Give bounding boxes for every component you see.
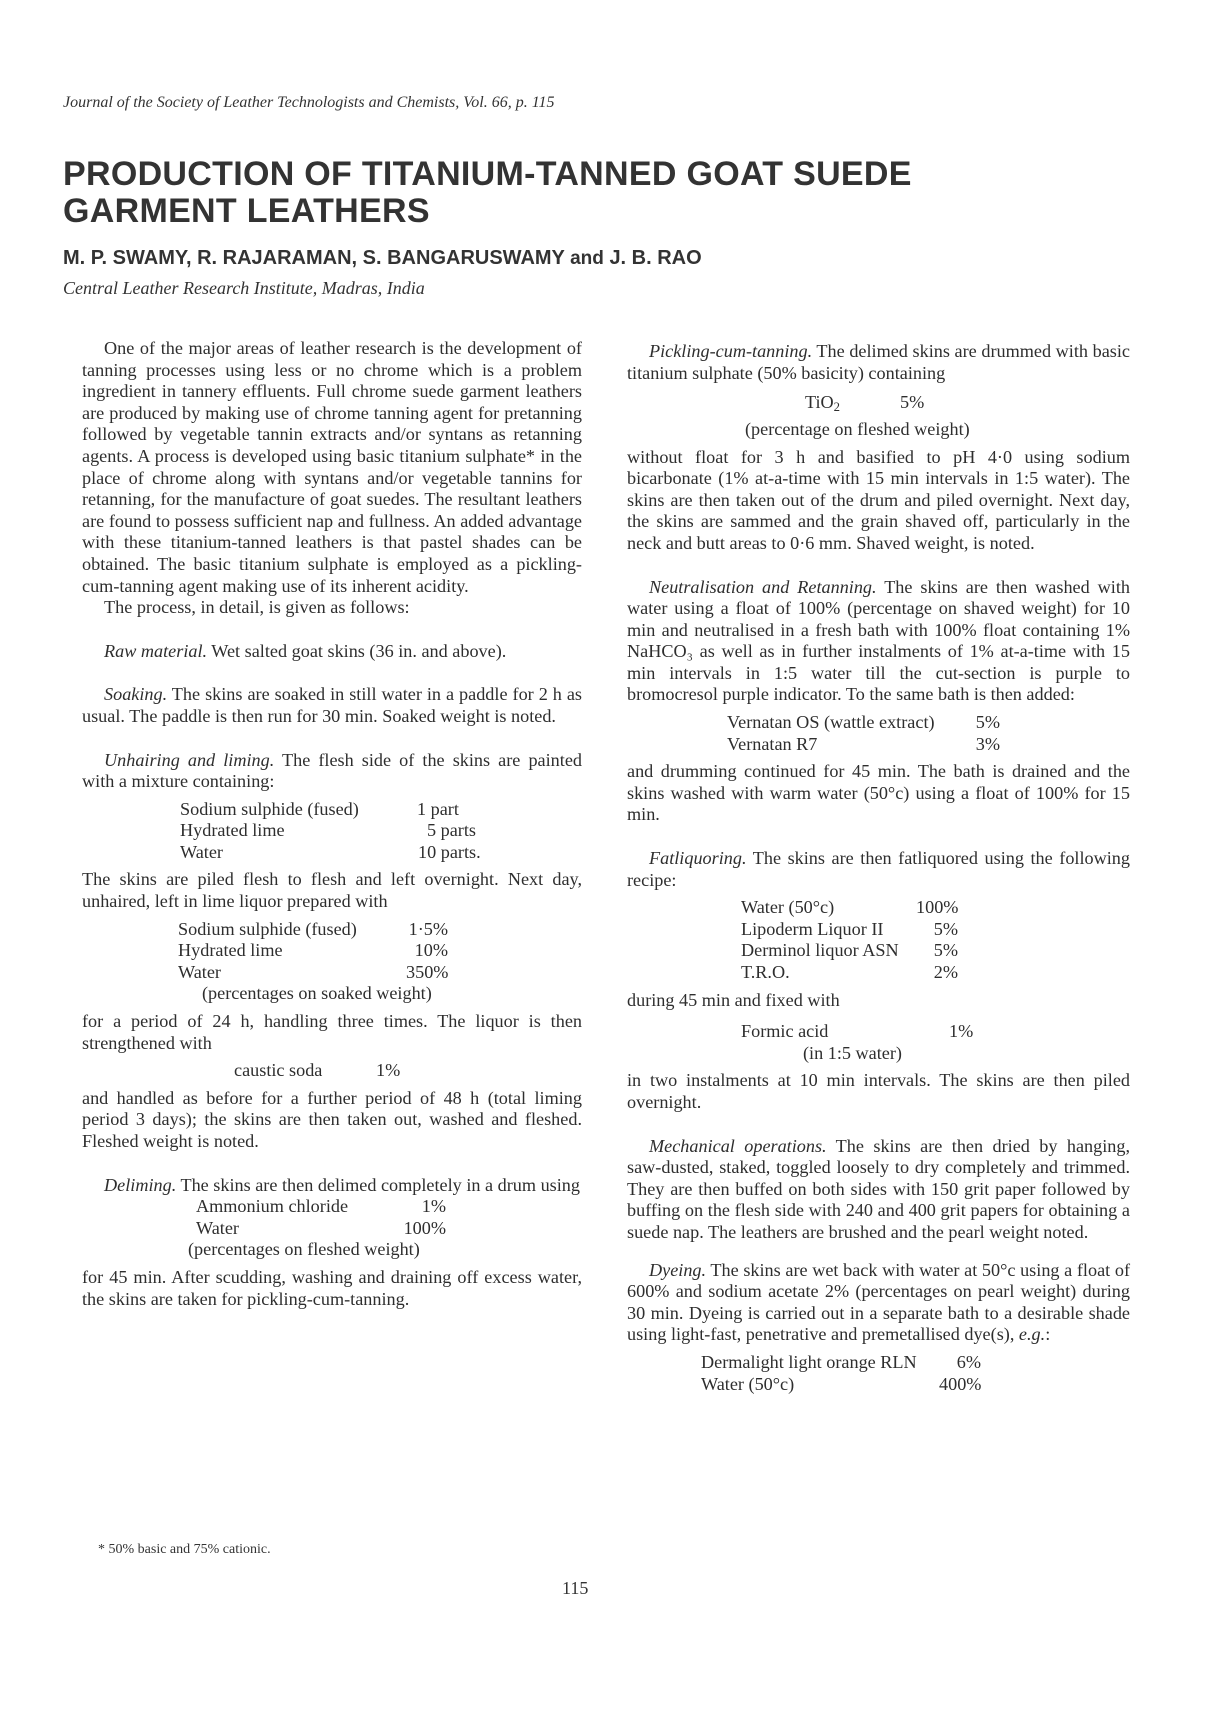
unhairing-continued: The skins are piled flesh to flesh and left overnight. Next day, unhaired, left in lime liquor prepared with: [82, 869, 582, 912]
recipe-note: (percentage on fleshed weight): [745, 418, 970, 439]
caustic-recipe: [234, 1060, 582, 1082]
recipe-row: Sodium sulphide (fused) 1 part: [180, 798, 459, 819]
deliming-heading: Deliming.: [104, 1174, 177, 1195]
right-column: [627, 341, 1130, 1401]
soaking-heading: Soaking.: [104, 684, 168, 705]
neutralisation-section: Neutralisation and Retanning. The skins are then washed with water using a float of 100% (percentage on shaved weight) for 10 min and neutralised in a fresh bath with 100% float containing 1% NaHCO₃ as well as in further instalments of 1% at-a-time with 15 min intervals in 1:5 water till the cut-section is purple to bromocresol purple indicator. To the same bath is then added:: [627, 576, 1130, 705]
dyeing-heading: Dyeing.: [649, 1259, 707, 1280]
raw-material-section: Raw material. Wet salted goat skins (36 in. and above).: [104, 640, 507, 661]
liming-final: and handled as before for a further period of 48 h (total liming period 3 days); the skins are then taken out, washed and fleshed. Fleshed weight is noted.: [82, 1087, 582, 1151]
deliming-recipe: [188, 1196, 582, 1261]
authors: [63, 247, 702, 270]
lime-liquor-recipe: [178, 919, 582, 1005]
process-intro: The process, in detail, is given as follows:: [104, 597, 410, 618]
liming-continued: for a period of 24 h, handling three times. The liquor is then strengthened with: [82, 1011, 582, 1053]
recipe-row: Water (50°c) 400%: [701, 1373, 982, 1394]
fatliquoring-section: Fatliquoring. The skins are then fatliquored using the following recipe:: [627, 848, 1130, 890]
retan-recipe: [727, 712, 1130, 755]
neutralisation-continued: and drumming continued for 45 min. The bath is drained and the skins washed with warm water (50°c) using a float of 100% for 15 min.: [627, 761, 1130, 825]
recipe-row: Formic acid 1%: [741, 1021, 974, 1042]
affiliation: Central Leather Research Institute, Madras, India: [63, 278, 425, 298]
dyeing-section: Dyeing. The skins are wet back with water at 50°c using a float of 600% and sodium acetate 2% (percentages on pearl weight) during 30 min. Dyeing is carried out in a separate bath to a desirable shade using light-fast, penetrative and premetallised dye(s), e.g.:: [627, 1259, 1130, 1345]
fatliquoring-heading: Fatliquoring.: [649, 848, 747, 869]
recipe-row: Vernatan R7 3%: [727, 733, 1000, 754]
pickling-continued: without float for 3 h and basified to pH 4·0 using sodium bicarbonate (1% at-a-time with 15 min intervals in 1:5 water). The skins are then taken out of the drum and piled overnight. Next day, the skins are sammed and the grain shaved off, particularly in the neck and butt areas to 0·6 mm. Shaved weight, is noted.: [627, 446, 1130, 553]
paint-mix-recipe: [180, 799, 582, 864]
recipe-note: (in 1:5 water): [803, 1042, 902, 1063]
recipe-row: Dermalight light orange RLN 6%: [701, 1351, 981, 1372]
authors-and: and: [570, 248, 604, 269]
article-title: PRODUCTION OF TITANIUM-TANNED GOAT SUEDE GARMENT LEATHERS: [63, 155, 912, 230]
soaking-section: Soaking. The skins are soaked in still water in a paddle for 2 h as usual. The paddle is then run for 30 min. Soaked weight is noted.: [82, 684, 582, 726]
recipe-row: T.R.O. 2%: [741, 962, 958, 983]
recipe-row: Ammonium chloride 1%: [196, 1196, 446, 1217]
abstract-paragraph: One of the major areas of leather research is the development of tanning processes using less or no chrome which is a problem ingredient in tannery effluents. Full chrome suede garment leathers are produced by making use of chrome tanning agent for pretanning followed by vegetable tannin extracts and/or syntans as retanning agents. A process is developed using basic titanium sulphate* in the place of chrome along with syntans and/or vegetable tannins for retanning, for the manufacture of goat suedes. The resultant leathers are found to possess sufficient nap and fullness. An added advantage with these titanium-tanned leathers is that pastel shades can be obtained. The basic titanium sulphate is employed as a pickling-cum-tanning agent making use of its inherent acidity.: [82, 338, 582, 596]
recipe-row: Hydrated lime 10%: [178, 940, 448, 961]
unhairing-heading: Unhairing and liming.: [104, 749, 275, 770]
recipe-row: Water (50°c) 100%: [741, 897, 959, 918]
tio2-recipe: [745, 392, 1130, 440]
footnote: * 50% basic and 75% cationic.: [98, 1542, 271, 1557]
fatliquoring-final: in two instalments at 10 min intervals. The skins are then piled overnight.: [627, 1070, 1130, 1112]
mechanical-heading: Mechanical operations.: [649, 1135, 827, 1156]
recipe-row: Hydrated lime 5 parts: [180, 820, 476, 841]
recipe-row: Water 10 parts.: [180, 841, 481, 862]
raw-material-heading: Raw material.: [104, 640, 208, 661]
deliming-continued: for 45 min. After scudding, washing and draining off excess water, the skins are taken for pickling-cum-tanning.: [82, 1266, 582, 1309]
recipe-row: caustic soda 1%: [234, 1060, 401, 1081]
recipe-row: Water 350%: [178, 961, 449, 982]
formic-recipe: [741, 1021, 1130, 1064]
pickling-section: Pickling-cum-tanning. The delimed skins are drummed with basic titanium sulphate (50% basicity) containing: [627, 341, 1130, 383]
recipe-row: Lipoderm Liquor II 5%: [741, 918, 958, 939]
recipe-row: Sodium sulphide (fused) 1·5%: [178, 918, 448, 939]
unhairing-section: Unhairing and liming. The flesh side of the skins are painted with a mixture containing:: [82, 749, 582, 792]
recipe-note: (percentages on fleshed weight): [188, 1239, 420, 1260]
recipe-row: Derminol liquor ASN 5%: [741, 940, 958, 961]
pickling-heading: Pickling-cum-tanning.: [649, 341, 813, 361]
authors-last: J. B. RAO: [609, 247, 702, 269]
page-number: 115: [562, 1578, 589, 1598]
running-head: Journal of the Society of Leather Technologists and Chemists, Vol. 66, p. 115: [63, 94, 555, 111]
recipe-row: Vernatan OS (wattle extract) 5%: [727, 712, 1000, 733]
recipe-note: (percentages on soaked weight): [202, 983, 432, 1004]
recipe-row: TiO$_2$ 5%: [805, 392, 925, 415]
left-column: [82, 338, 582, 1310]
dye-recipe: [701, 1352, 1130, 1395]
mechanical-section: Mechanical operations. The skins are then dried by hanging, saw-dusted, staked, toggled loosely to dry completely and trimmed. They are then buffed on both sides with 150 grit paper followed by buffing on the flesh side with 240 and 400 grit papers for obtaining a suede nap. The leathers are brushed and the pearl weight noted.: [627, 1135, 1130, 1242]
fatliquor-recipe: [741, 897, 1130, 983]
authors-main: M. P. SWAMY, R. RAJARAMAN, S. BANGARUSWAMY: [63, 247, 565, 269]
deliming-section: Deliming. The skins are then delimed completely in a drum using: [104, 1174, 580, 1195]
neutralisation-heading: Neutralisation and Retanning.: [649, 576, 877, 597]
fatliquoring-continued: during 45 min and fixed with: [627, 989, 840, 1010]
recipe-row: Water 100%: [196, 1217, 446, 1238]
